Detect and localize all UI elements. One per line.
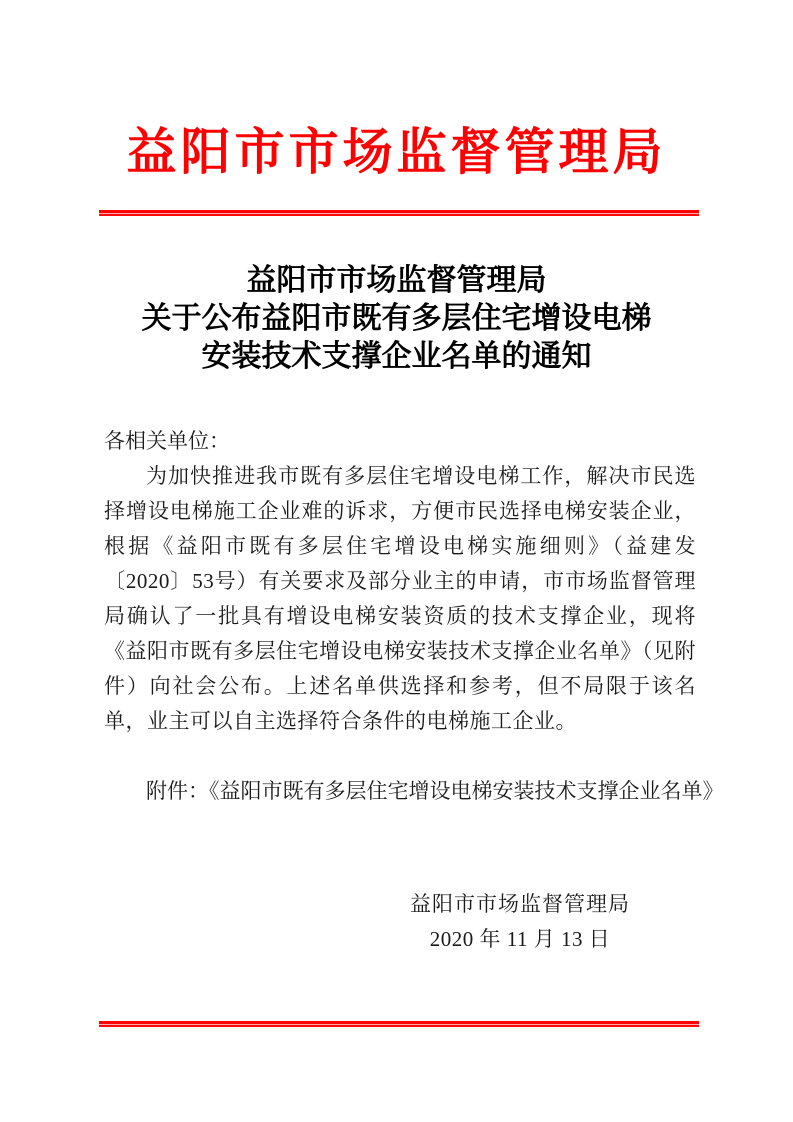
document-title (0, 262, 793, 376)
document-body (104, 424, 724, 957)
letterhead-title: 益阳市市场监督管理局 (126, 124, 667, 180)
signature-date: 2020 年 11 月 13 日 (429, 927, 611, 951)
signature-issuer: 益阳市市场监督管理局 (410, 892, 630, 916)
document-title-line-1: 益阳市市场监督管理局 (246, 264, 547, 297)
document-title-line-3: 安装技术支撑企业名单的通知 (201, 340, 592, 373)
signature-block (350, 887, 690, 957)
footer-divider-line (99, 1021, 699, 1027)
letterhead-divider-line (99, 210, 699, 216)
body-paragraph: 为加快推进我市既有多层住宅增设电梯工作，解决市民选择增设电梯施工企业难的诉求，方便市民选择电梯安装企业，根据《益阳市既有多层住宅增设电梯实施细则》（益建发〔2020〕53号）有关要求及部分业主的申请，市市场监督管理局确认了一批具有增设电梯安装资质的技术支撑企业，现将《益阳市既有多层住宅增设电梯安装技术支撑企业名单》（见附件）向社会公布。上述名单供选择和参考，但不局限于该名单，业主可以自主选择符合条件的电梯施工企业。 (104, 464, 696, 733)
salutation: 各相关单位： (104, 429, 230, 453)
attachment-line: 附件：《益阳市既有多层住宅增设电梯安装技术支撑企业名单》 (146, 779, 724, 803)
document-title-line-2: 关于公布益阳市既有多层住宅增设电梯 (141, 302, 652, 335)
